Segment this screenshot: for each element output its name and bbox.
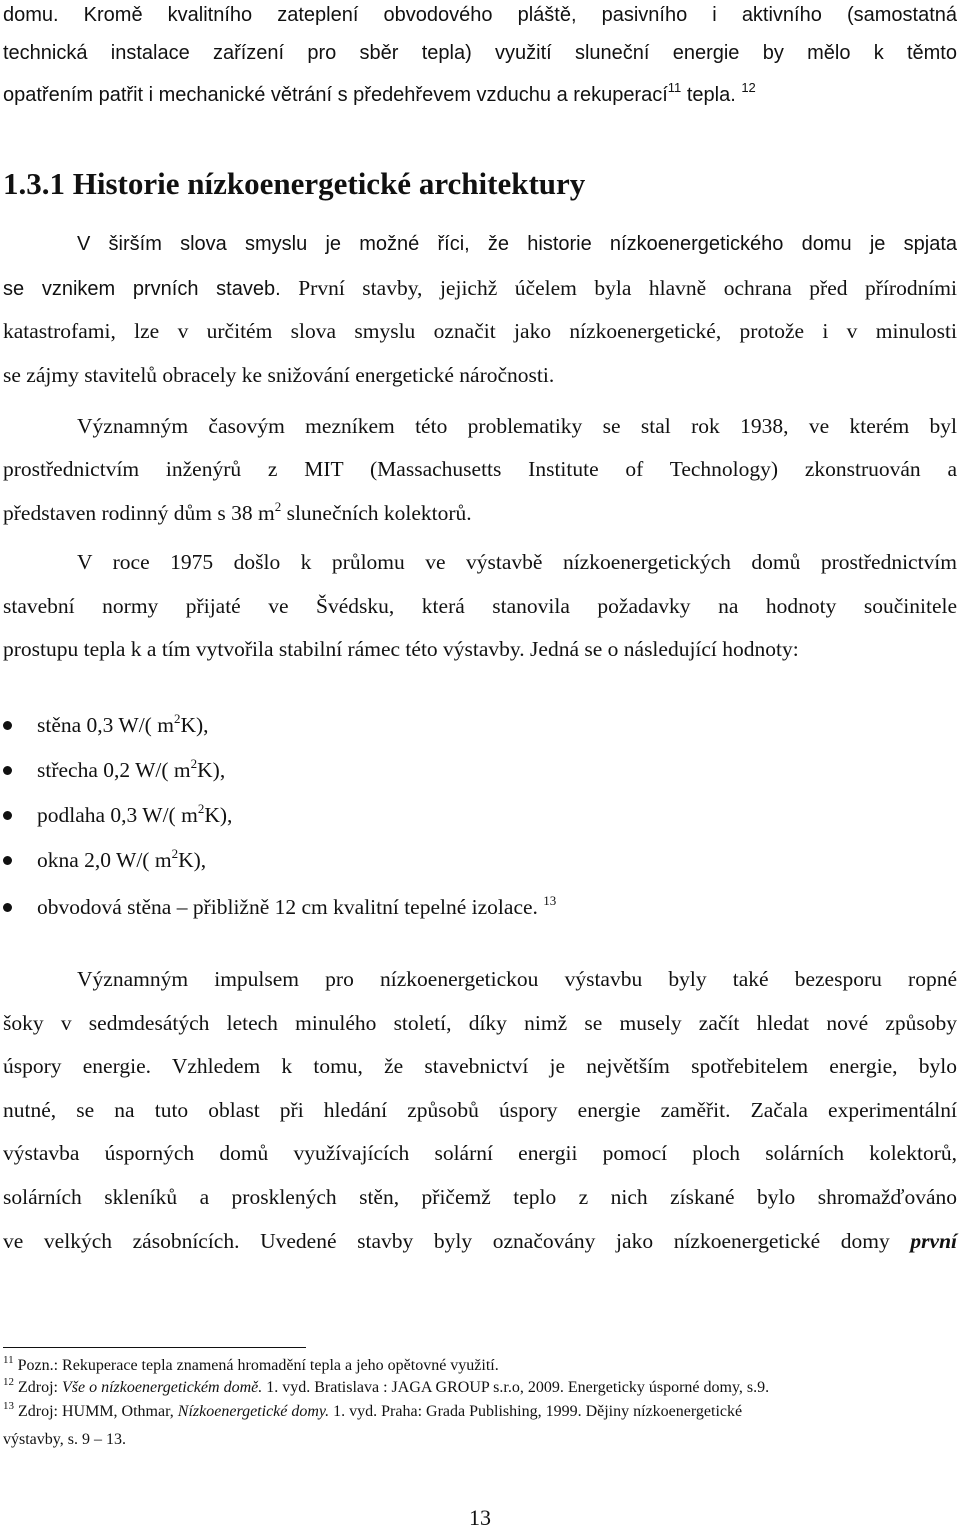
text-span: Zdroj: bbox=[14, 1379, 62, 1396]
paragraph-line: šoky v sedmdesátých letech minulého století, díky nimž se musely začít hledat nové způsoby bbox=[3, 1011, 957, 1035]
emphasis-text: první bbox=[910, 1229, 957, 1253]
text-span: okna 2,0 W/( m bbox=[37, 848, 172, 872]
superscript: 2 bbox=[190, 756, 198, 771]
bullet-icon bbox=[3, 808, 17, 822]
book-title: Nízkoenergetické domy. bbox=[177, 1403, 330, 1420]
superscript: 2 bbox=[173, 711, 181, 726]
text-span: střecha 0,2 W/( m bbox=[37, 758, 191, 782]
paragraph-line: domu. Kromě kvalitního zateplení obvodového pláště, pasivního i aktivního (samostatná bbox=[3, 4, 957, 26]
text-span: podlaha 0,3 W/( m bbox=[37, 803, 198, 827]
text-span: K), bbox=[178, 848, 207, 872]
footnote-11 bbox=[3, 1356, 499, 1376]
page-number: 13 bbox=[469, 1505, 491, 1530]
footnote-13 bbox=[3, 1402, 742, 1422]
list-item bbox=[37, 800, 232, 830]
footnote-ref: 11 bbox=[667, 80, 682, 95]
text-span: ve velkých zásobnících. Uvedené stavby byly označovány jako nízkoenergetické domy bbox=[3, 1229, 911, 1253]
footnote-ref: 12 bbox=[741, 80, 756, 95]
footnote-13-continued: výstavby, s. 9 – 13. bbox=[3, 1431, 126, 1448]
bullet-icon bbox=[3, 763, 17, 777]
text-span: K), bbox=[204, 803, 233, 827]
text-span: 1. vyd. Praha: Grada Publishing, 1999. Dějiny nízkoenergetické bbox=[329, 1403, 743, 1420]
paragraph-line: V roce 1975 došlo k průlomu ve výstavbě nízkoenergetických domů prostřednictvím bbox=[77, 550, 957, 574]
text-span: Pozn.: Rekuperace tepla znamená hromadění tepla a jeho opětovné využití. bbox=[13, 1357, 499, 1374]
text-span: První stavby, jejichž účelem byla hlavně ochrana před přírodními bbox=[280, 276, 957, 300]
text-span: tepla. bbox=[681, 84, 736, 106]
paragraph-line: nutné, se na tuto oblast při hledání způsobů úspory energie zaměřit. Začala experimentální bbox=[3, 1098, 957, 1122]
footnote-number: 11 bbox=[3, 1354, 14, 1366]
paragraph-line: se zájmy stavitelů obracely ke snižování energetické náročnosti. bbox=[3, 363, 555, 387]
paragraph-line: Významným časovým mezníkem této problematiky se stal rok 1938, ve kterém byl bbox=[77, 414, 957, 438]
paragraph-line bbox=[3, 80, 957, 110]
section-heading: 1.3.1 Historie nízkoenergetické architektury bbox=[3, 166, 586, 201]
paragraph-line: úspory energie. Vzhledem k tomu, že stavebnictví je největším spotřebitelem energie, bylo bbox=[3, 1054, 957, 1078]
paragraph-line: katastrofami, lze v určitém slova smyslu označit jako nízkoenergetické, protože i v minulosti bbox=[3, 319, 957, 343]
paragraph-line: Významným impulsem pro nízkoenergetickou výstavbu byly také bezesporu ropné bbox=[77, 967, 957, 991]
bullet-icon bbox=[3, 900, 17, 914]
list-item bbox=[37, 710, 209, 740]
paragraph-line bbox=[3, 273, 957, 303]
book-title: Vše o nízkoenergetickém domě. bbox=[62, 1379, 263, 1396]
text-span: K), bbox=[180, 713, 209, 737]
list-item bbox=[37, 755, 225, 785]
paragraph-line: technická instalace zařízení pro sběr tepla) využití sluneční energie by mělo k těmto bbox=[3, 42, 957, 64]
superscript: 2 bbox=[274, 499, 282, 514]
bullet-icon bbox=[3, 853, 17, 867]
footnote-number: 13 bbox=[3, 1400, 14, 1412]
paragraph-line: V širším slova smyslu je možné říci, že historie nízkoenergetického domu je spjata bbox=[77, 233, 957, 255]
footnote-ref: 13 bbox=[543, 893, 557, 908]
paragraph-line bbox=[3, 1226, 957, 1256]
text-span: zkonstruován a bbox=[804, 457, 957, 481]
footnote-separator bbox=[3, 1347, 306, 1348]
text-span: se vznikem prvních staveb. bbox=[3, 278, 281, 300]
superscript: 2 bbox=[171, 846, 179, 861]
paragraph-line: stavební normy přijaté ve Švédsku, která stanovila požadavky na hodnoty součinitele bbox=[3, 594, 957, 618]
list-item bbox=[37, 845, 206, 875]
paragraph-line: výstavba úsporných domů využívajících solární energii pomocí ploch solárních kolektorů, bbox=[3, 1141, 957, 1165]
paragraph-line: prostupu tepla k a tím vytvořila stabilní rámec této výstavby. Jedná se o následující hodnoty: bbox=[3, 637, 799, 661]
paragraph-line: solárních skleníků a prosklených stěn, přičemž teplo z nich získané bylo shromažďováno bbox=[3, 1185, 957, 1209]
text-span: 1. vyd. Bratislava : JAGA GROUP s.r.o, 2009. Energeticky úsporné domy, s.9. bbox=[262, 1379, 770, 1396]
superscript: 2 bbox=[197, 801, 205, 816]
text-span: stěna 0,3 W/( m bbox=[37, 713, 174, 737]
text-span: představen rodinný dům s 38 m bbox=[3, 501, 275, 525]
text-span: slunečních kolektorů. bbox=[281, 501, 472, 525]
list-item bbox=[37, 892, 556, 922]
paragraph-line bbox=[3, 454, 957, 484]
paragraph-line bbox=[3, 498, 957, 528]
bullet-icon bbox=[3, 718, 17, 732]
footnote-number: 12 bbox=[3, 1376, 14, 1388]
text-span: opatřením patřit i mechanické větrání s předehřevem vzduchu a rekuperací bbox=[3, 84, 668, 106]
text-span: Zdroj: HUMM, Othmar, bbox=[14, 1403, 178, 1420]
text-span: K), bbox=[197, 758, 226, 782]
text-span: prostřednictvím inženýrů z MIT (Massachusetts Institute of Technology) bbox=[3, 457, 779, 481]
text-span: obvodová stěna – přibližně 12 cm kvalitní tepelné izolace. bbox=[37, 895, 538, 919]
footnote-12 bbox=[3, 1378, 769, 1398]
